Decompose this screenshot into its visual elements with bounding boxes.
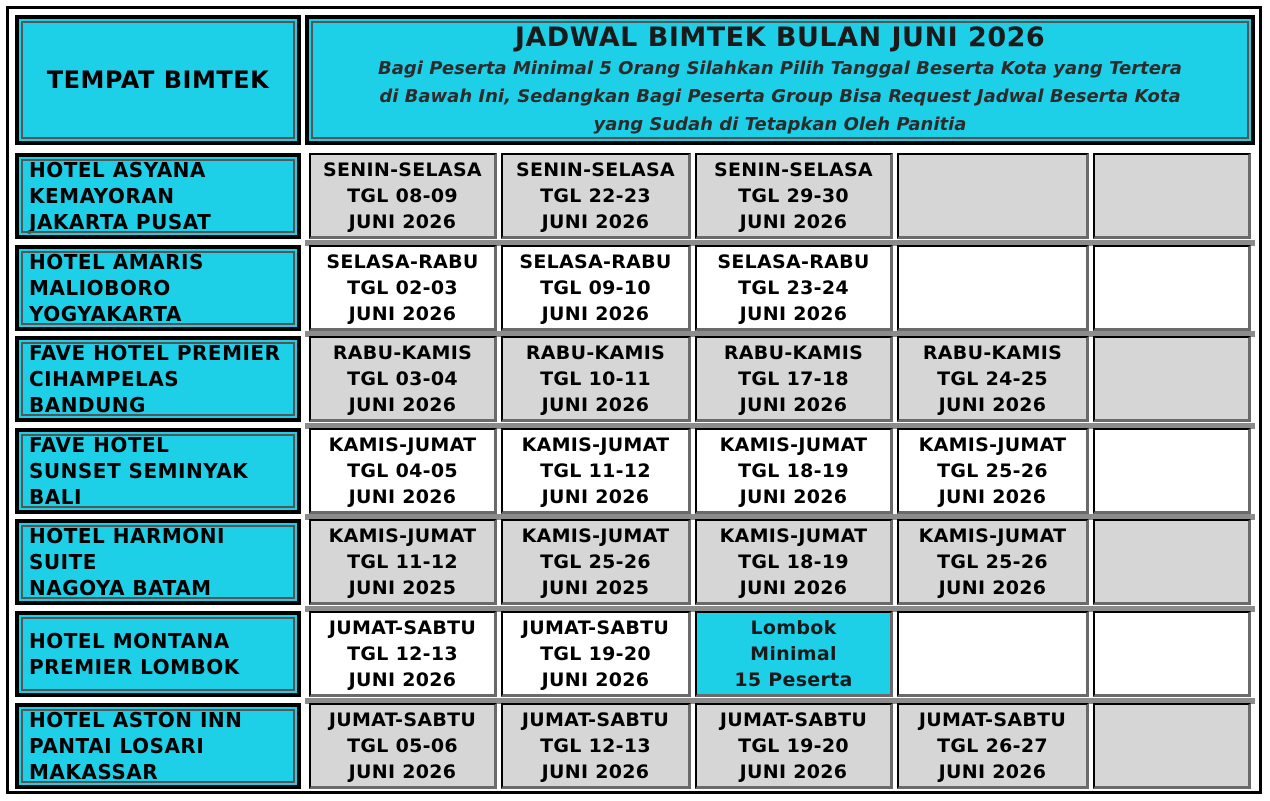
schedule-days: JUMAT-SABTU (521, 708, 670, 731)
schedule-month: JUNI 2026 (348, 485, 457, 508)
schedule-month: JUNI 2025 (348, 576, 457, 599)
schedule-month: JUNI 2026 (541, 668, 650, 691)
schedule-dates: TGL 12-13 (540, 734, 651, 757)
schedule-date-cell (695, 153, 893, 239)
place-cell (15, 611, 301, 697)
schedule-date-cell (501, 428, 691, 514)
schedule-empty-cell (897, 245, 1089, 331)
schedule-days: KAMIS-JUMAT (521, 433, 670, 456)
place-name-line: HOTEL ASYANA (29, 158, 206, 182)
place-name-line: PREMIER LOMBOK (29, 655, 240, 679)
schedule-empty-cell (1093, 611, 1251, 697)
place-cell (15, 336, 301, 422)
schedule-days: JUMAT-SABTU (918, 708, 1067, 731)
schedule-days: KAMIS-JUMAT (719, 433, 868, 456)
schedule-dates: TGL 18-19 (738, 459, 849, 482)
schedule-days: KAMIS-JUMAT (918, 524, 1067, 547)
schedule-month: JUNI 2026 (938, 393, 1047, 416)
schedule-dates: TGL 03-04 (347, 367, 458, 390)
schedule-date-cell (309, 336, 497, 422)
schedule-days: KAMIS-JUMAT (719, 524, 868, 547)
schedule-date-cell (309, 611, 497, 697)
schedule-month: JUNI 2026 (739, 576, 848, 599)
schedule-note-cell (695, 611, 893, 697)
schedule-date-cell (695, 245, 893, 331)
schedule-days: KAMIS-JUMAT (521, 524, 670, 547)
schedule-subtitle-line-2: di Bawah Ini, Sedangkan Bagi Peserta Group Bisa Request Jadwal Beserta Kota (379, 86, 1181, 107)
schedule-date-cell (309, 245, 497, 331)
schedule-days: SELASA-RABU (717, 250, 870, 273)
schedule-month: JUNI 2026 (739, 760, 848, 783)
schedule-date-cell (501, 703, 691, 789)
place-cell (15, 428, 301, 514)
place-cell (15, 703, 301, 789)
schedule-days: KAMIS-JUMAT (328, 433, 477, 456)
schedule-date-cell (309, 153, 497, 239)
schedule-days: JUMAT-SABTU (521, 616, 670, 639)
schedule-month: JUNI 2026 (938, 576, 1047, 599)
schedule-month: JUNI 2026 (348, 210, 457, 233)
schedule-days: Lombok (750, 616, 837, 639)
schedule-date-cell (897, 428, 1089, 514)
schedule-days: KAMIS-JUMAT (918, 433, 1067, 456)
schedule-empty-cell (1093, 519, 1251, 605)
schedule-dates: TGL 04-05 (347, 459, 458, 482)
schedule-days: RABU-KAMIS (332, 341, 473, 364)
place-name-line: CIHAMPELAS BANDUNG (29, 367, 180, 417)
place-name-line: SUNSET SEMINYAK BALI (29, 459, 249, 509)
place-name-line: NAGOYA BATAM (29, 576, 212, 600)
schedule-month: JUNI 2025 (541, 576, 650, 599)
place-name-line: PANTAI LOSARI (29, 734, 205, 758)
schedule-month: JUNI 2026 (938, 760, 1047, 783)
schedule-subtitle-line-3: yang Sudah di Tetapkan Oleh Panitia (593, 114, 967, 135)
place-name-line: YOGYAKARTA (29, 302, 182, 326)
schedule-date-cell (501, 153, 691, 239)
schedule-dates: TGL 10-11 (540, 367, 651, 390)
schedule-days: JUMAT-SABTU (328, 708, 477, 731)
schedule-dates: TGL 11-12 (540, 459, 651, 482)
schedule-days: RABU-KAMIS (922, 341, 1063, 364)
schedule-dates: TGL 09-10 (540, 276, 651, 299)
schedule-dates: TGL 11-12 (347, 550, 458, 573)
schedule-month: JUNI 2026 (739, 485, 848, 508)
schedule-days: SENIN-SELASA (323, 158, 482, 181)
schedule-date-cell (695, 428, 893, 514)
schedule-empty-cell (1093, 336, 1251, 422)
schedule-days: JUMAT-SABTU (328, 616, 477, 639)
schedule-month: JUNI 2026 (348, 393, 457, 416)
schedule-days: SELASA-RABU (326, 250, 479, 273)
schedule-dates: TGL 02-03 (347, 276, 458, 299)
place-name-line: FAVE HOTEL PREMIER (29, 341, 281, 365)
schedule-date-cell (695, 519, 893, 605)
place-name-line: HOTEL AMARIS (29, 250, 204, 274)
schedule-title-block (305, 15, 1255, 145)
schedule-month: JUNI 2026 (541, 302, 650, 325)
schedule-dates: TGL 22-23 (540, 184, 651, 207)
schedule-dates: TGL 19-20 (738, 734, 849, 757)
schedule-dates: Minimal (750, 642, 837, 665)
schedule-dates: TGL 26-27 (937, 734, 1048, 757)
schedule-dates: TGL 25-26 (937, 459, 1048, 482)
place-name-line: MALIOBORO (29, 276, 171, 300)
place-name-line: FAVE HOTEL (29, 433, 170, 457)
place-cell (15, 245, 301, 331)
schedule-date-cell (501, 519, 691, 605)
place-name-line: HOTEL HARMONI SUITE (29, 524, 225, 574)
schedule-days: KAMIS-JUMAT (328, 524, 477, 547)
schedule-month: JUNI 2026 (739, 393, 848, 416)
schedule-month: JUNI 2026 (541, 393, 650, 416)
schedule-date-cell (695, 703, 893, 789)
place-cell (15, 519, 301, 605)
schedule-dates: TGL 12-13 (347, 642, 458, 665)
schedule-month: 15 Peserta (734, 668, 853, 691)
schedule-month: JUNI 2026 (348, 760, 457, 783)
schedule-date-cell (897, 519, 1089, 605)
schedule-dates: TGL 25-26 (937, 550, 1048, 573)
schedule-date-cell (309, 519, 497, 605)
place-cell (15, 153, 301, 239)
schedule-date-cell (501, 611, 691, 697)
schedule-days: SENIN-SELASA (516, 158, 675, 181)
schedule-sheet (6, 6, 1262, 794)
place-column-header-label: TEMPAT BIMTEK (46, 66, 270, 94)
schedule-month: JUNI 2026 (348, 668, 457, 691)
schedule-subtitle-line-1: Bagi Peserta Minimal 5 Orang Silahkan Pilih Tanggal Beserta Kota yang Tertera (378, 58, 1182, 79)
schedule-days: RABU-KAMIS (525, 341, 666, 364)
schedule-month: JUNI 2026 (541, 210, 650, 233)
schedule-days: SENIN-SELASA (714, 158, 873, 181)
schedule-dates: TGL 05-06 (347, 734, 458, 757)
schedule-date-cell (897, 703, 1089, 789)
schedule-dates: TGL 23-24 (738, 276, 849, 299)
schedule-month: JUNI 2026 (541, 485, 650, 508)
schedule-empty-cell (897, 611, 1089, 697)
schedule-date-cell (309, 703, 497, 789)
schedule-days: SELASA-RABU (519, 250, 672, 273)
schedule-dates: TGL 19-20 (540, 642, 651, 665)
schedule-dates: TGL 17-18 (738, 367, 849, 390)
schedule-month: JUNI 2026 (739, 210, 848, 233)
schedule-empty-cell (1093, 245, 1251, 331)
schedule-days: RABU-KAMIS (723, 341, 864, 364)
schedule-dates: TGL 24-25 (937, 367, 1048, 390)
schedule-dates: TGL 29-30 (738, 184, 849, 207)
schedule-month: JUNI 2026 (348, 302, 457, 325)
place-name-line: MAKASSAR (29, 760, 159, 784)
schedule-empty-cell (897, 153, 1089, 239)
schedule-title: JADWAL BIMTEK BULAN JUNI 2026 (514, 22, 1046, 53)
place-name-line: JAKARTA PUSAT (29, 210, 212, 234)
schedule-month: JUNI 2026 (541, 760, 650, 783)
schedule-month: JUNI 2026 (739, 302, 848, 325)
schedule-date-cell (897, 336, 1089, 422)
schedule-dates: TGL 08-09 (347, 184, 458, 207)
schedule-month: JUNI 2026 (938, 485, 1047, 508)
schedule-empty-cell (1093, 153, 1251, 239)
schedule-date-cell (501, 336, 691, 422)
schedule-date-cell (309, 428, 497, 514)
schedule-dates: TGL 18-19 (738, 550, 849, 573)
place-name-line: HOTEL MONTANA (29, 629, 230, 653)
schedule-empty-cell (1093, 428, 1251, 514)
place-name-line: HOTEL ASTON INN (29, 708, 243, 732)
schedule-days: JUMAT-SABTU (719, 708, 868, 731)
place-name-line: KEMAYORAN (29, 184, 175, 208)
schedule-empty-cell (1093, 703, 1251, 789)
place-column-header (15, 15, 301, 145)
schedule-date-cell (501, 245, 691, 331)
schedule-date-cell (695, 336, 893, 422)
schedule-dates: TGL 25-26 (540, 550, 651, 573)
